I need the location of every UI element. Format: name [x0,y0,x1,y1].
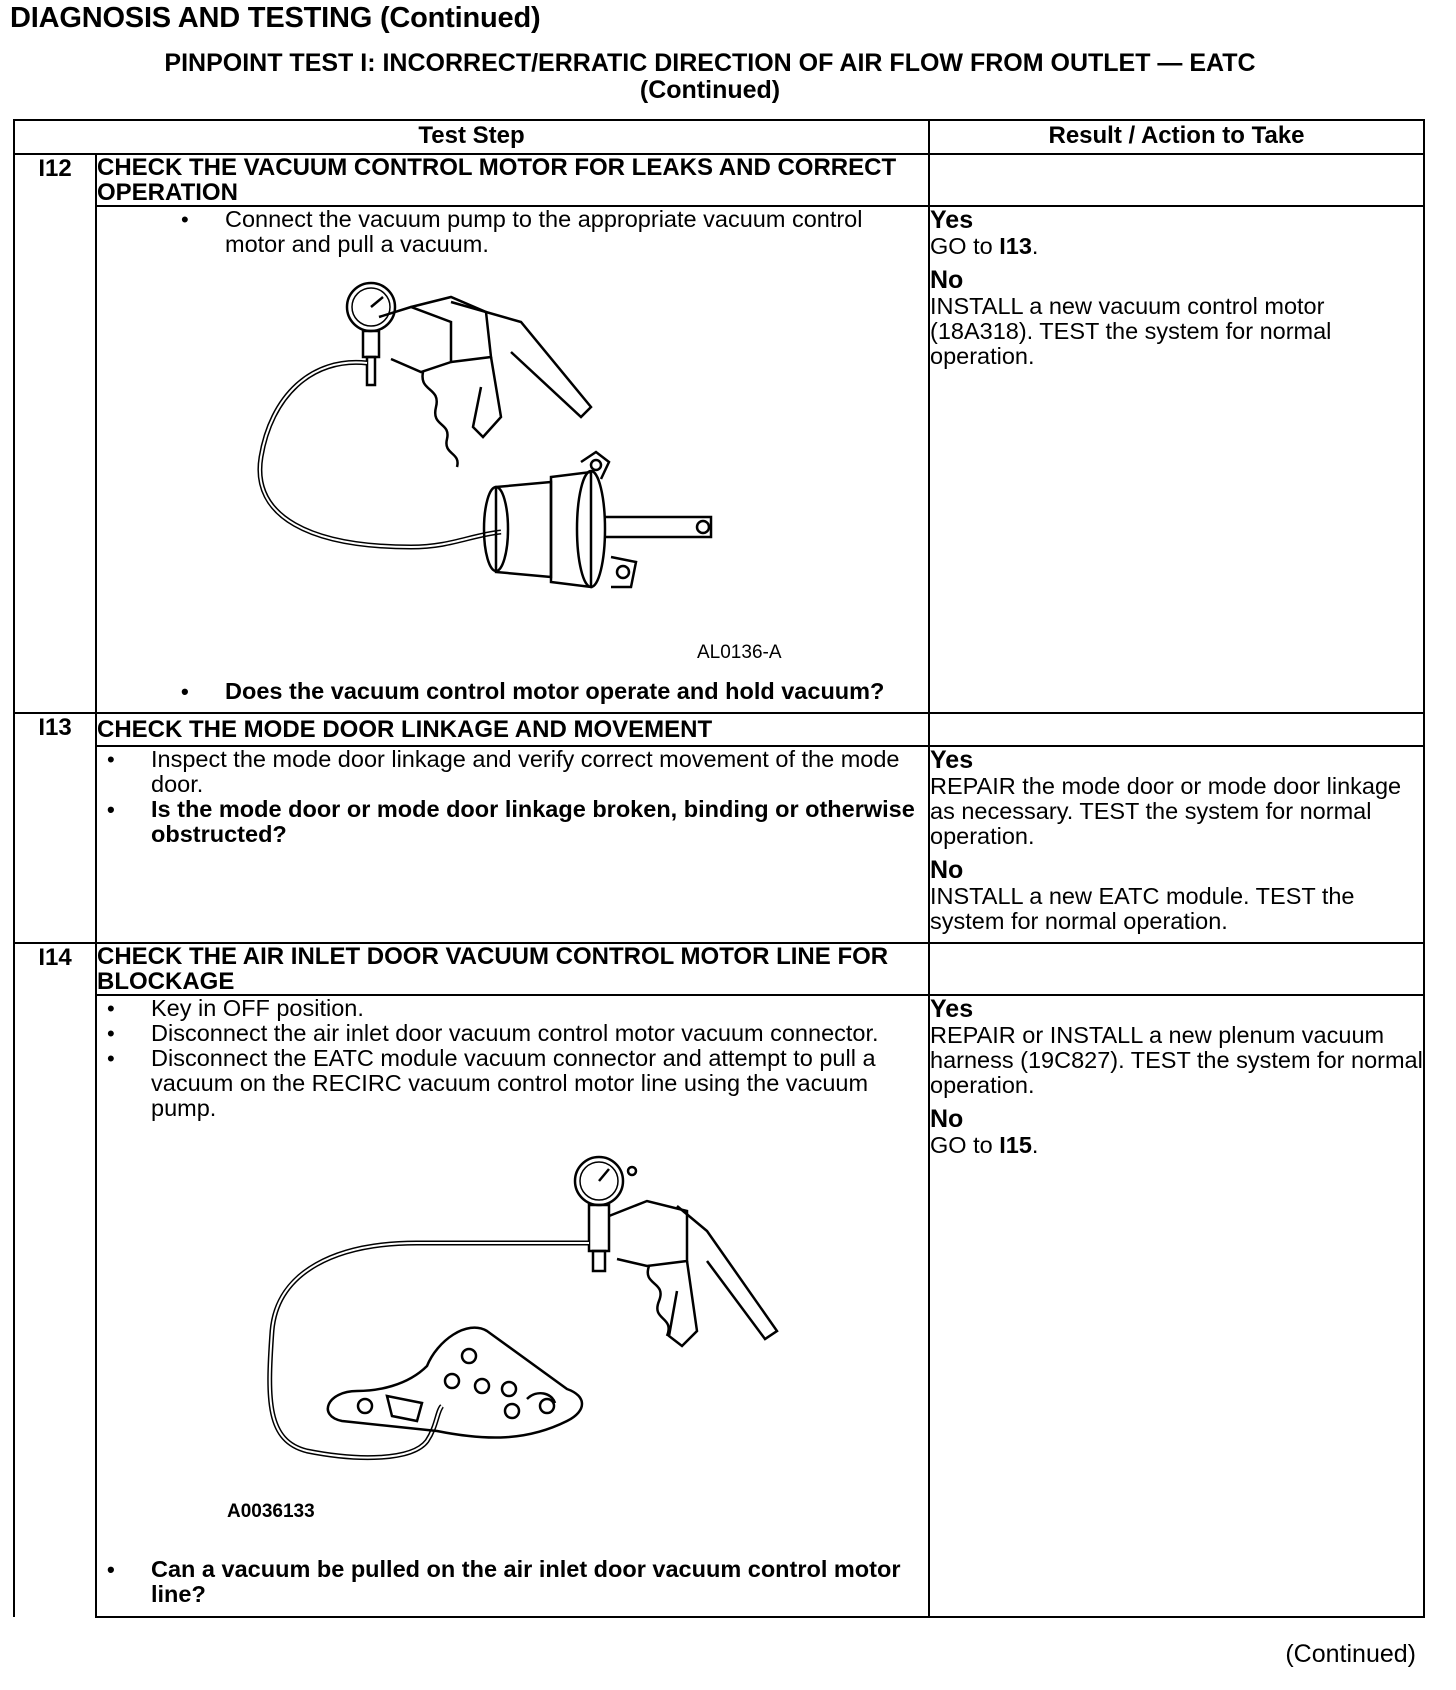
result-spacer [929,154,1424,206]
step-question [181,679,928,704]
step-body [96,206,929,713]
result-label: Yes [930,995,974,1023]
step-i13-body-row [14,746,1424,943]
result-cell [929,995,1424,1617]
result-label: Yes [930,206,974,234]
result-label: No [930,856,964,884]
vacuum-pump-figure [181,257,928,663]
step-i12-title-row [14,154,1424,206]
step-i14-title-row [14,943,1424,995]
page-title: DIAGNOSIS AND TESTING (Continued) [10,2,541,34]
result-text: INSTALL a new vacuum control motor (18A318). TEST the system for normal operation. [930,293,1332,369]
figure-id: A0036133 [227,1501,315,1522]
result-text [930,1133,1423,1158]
step-title: CHECK THE MODE DOOR LINKAGE AND MOVEMENT [96,713,929,746]
pinpoint-test-table [13,119,1425,1618]
result-text: REPAIR the mode door or mode door linkage as necessary. TEST the system for normal operation. [930,773,1402,849]
result-yes [930,207,1423,259]
step-id: I14 [14,943,96,1617]
pinpoint-title-line: PINPOINT TEST I: INCORRECT/ERRATIC DIRECTION OF AIR FLOW FROM OUTLET — EATC [164,49,1256,77]
result-text: REPAIR or INSTALL a new plenum vacuum harness (19C827). TEST the system for normal operation. [930,1022,1423,1098]
step-reference-link[interactable]: I15 [999,1132,1032,1158]
result-text-pre: GO to [930,1132,1000,1158]
step-question [107,1557,928,1607]
step-body [96,995,929,1617]
result-label: No [930,266,964,294]
step-instructions [107,996,928,1121]
vacuum-line-figure [97,1121,928,1521]
result-no [930,267,1423,369]
instruction-item: • Inspect the mode door linkage and verify correct movement of the mode door. [107,747,928,797]
instruction-item: • Connect the vacuum pump to the appropriate vacuum control motor and pull a vacuum. [181,207,928,257]
vacuum-pump-motor-illustration [251,267,791,647]
pinpoint-title-continued: (Continued) [639,76,781,104]
step-i14-body-row [14,995,1424,1617]
instruction-item: • Disconnect the air inlet door vacuum control motor vacuum connector. [107,1021,928,1046]
result-cell [929,746,1424,943]
step-id: I13 [14,713,96,943]
result-yes [930,747,1423,849]
step-body [96,746,929,943]
result-spacer [929,943,1424,995]
step-i12-body-row [14,206,1424,713]
pinpoint-test-title [60,50,1360,104]
table-header-row [14,120,1424,154]
result-text [930,234,1423,259]
figure-id: AL0136-A [697,642,782,663]
result-text-pre: GO to [930,233,1000,259]
step-title: CHECK THE VACUUM CONTROL MOTOR FOR LEAKS AND CORRECT OPERATION [96,154,929,206]
step-id: I12 [14,154,96,713]
result-cell [929,206,1424,713]
result-text-post: . [1031,233,1039,259]
instruction-item: • Key in OFF position. [107,996,928,1021]
step-title: CHECK THE AIR INLET DOOR VACUUM CONTROL MOTOR LINE FOR BLOCKAGE [96,943,929,995]
continued-note: (Continued) [1285,1640,1416,1668]
result-no [930,1106,1423,1158]
result-text-post: . [1031,1132,1039,1158]
result-spacer [929,713,1424,746]
step-instructions [107,747,928,847]
result-yes [930,996,1423,1098]
step-reference-link[interactable]: I13 [999,233,1032,259]
step-instructions [181,207,928,257]
result-no [930,857,1423,934]
result-text: INSTALL a new EATC module. TEST the system for normal operation. [930,883,1355,934]
question-item: • Is the mode door or mode door linkage broken, binding or otherwise obstructed? [107,797,928,847]
vacuum-pump-line-illustration [237,1141,797,1511]
instruction-item: • Disconnect the EATC module vacuum connector and attempt to pull a vacuum on the RECIRC vacuum control motor line using the vacuum pump. [107,1046,928,1121]
column-header-test-step: Test Step [14,120,929,154]
step-i13-title-row [14,713,1424,746]
column-header-result: Result / Action to Take [929,120,1424,154]
question-item: • Can a vacuum be pulled on the air inlet door vacuum control motor line? [107,1557,928,1607]
result-label: No [930,1105,964,1133]
result-label: Yes [930,746,974,774]
question-item: • Does the vacuum control motor operate and hold vacuum? [181,679,928,704]
